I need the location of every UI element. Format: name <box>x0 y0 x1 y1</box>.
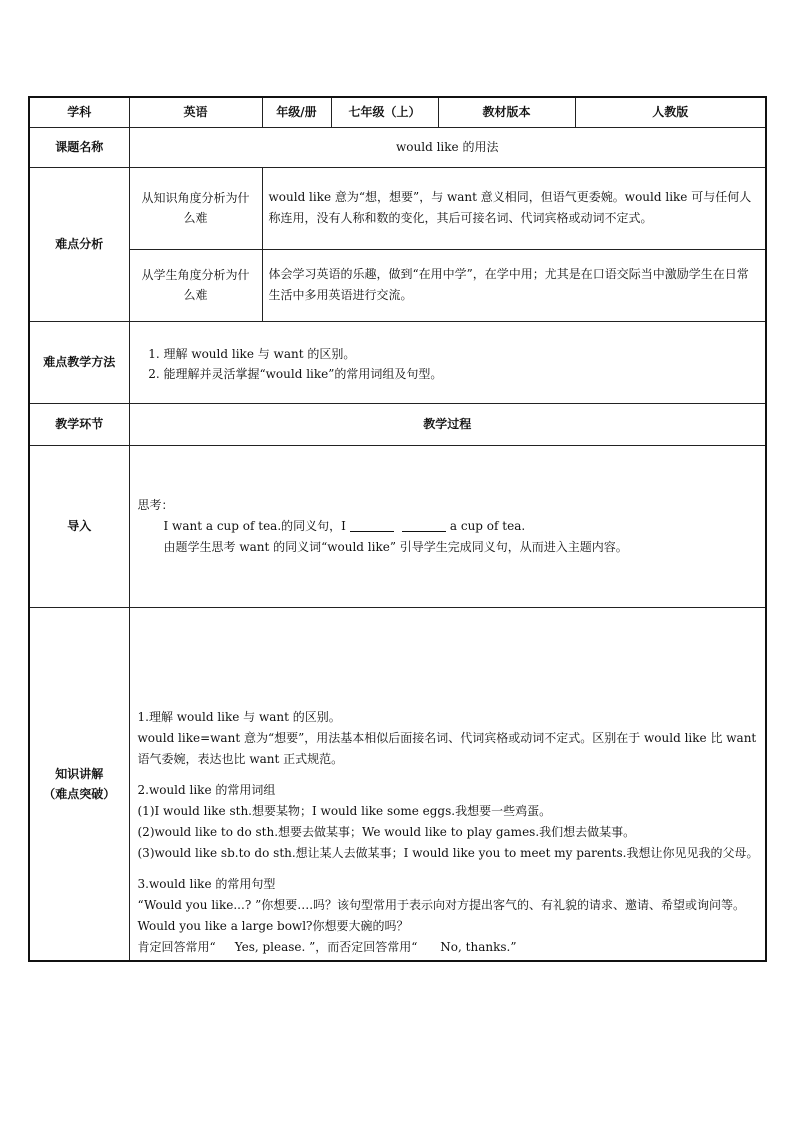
section-3-answer: 肯定回答常用“ Yes, please. ”，而否定回答常用“ No, thanks.” <box>137 940 517 954</box>
method-list <box>136 344 760 384</box>
knowledge-row <box>29 607 766 961</box>
answer-blank-1 <box>350 518 394 532</box>
answer-blank-2 <box>402 518 446 532</box>
knowledge-label-sub: （难点突破） <box>43 786 116 801</box>
intro-sentence-a: I want a cup of tea.的同义句，I <box>163 518 346 533</box>
knowledge-label <box>29 607 129 961</box>
grade-label: 年级/册 <box>262 97 331 127</box>
stage-label: 教学环节 <box>29 403 129 445</box>
method-item: 1. 理解 would like 与 want 的区别。 <box>164 344 760 364</box>
intro-row <box>29 445 766 607</box>
grade-value: 七年级（上） <box>331 97 438 127</box>
section-3-example: Would you like a large bowl?你想要大碗的吗？ <box>137 919 409 933</box>
process-header-row <box>29 403 766 445</box>
knowledge-angle-label: 从知识角度分析为什么难 <box>129 167 262 249</box>
subject-label: 学科 <box>29 97 129 127</box>
phrase-item: (1)I would like sth.想要某物；I would like some eggs.我想要一些鸡蛋。 <box>137 804 552 818</box>
difficulty-student-row <box>29 249 766 321</box>
section-3-title: 3.would like 的常用句型 <box>137 877 276 891</box>
topic-row <box>29 127 766 167</box>
method-row <box>29 321 766 403</box>
info-row <box>29 97 766 127</box>
method-item: 2. 能理解并灵活掌握“would like”的常用词组及句型。 <box>164 364 760 384</box>
method-content <box>129 321 766 403</box>
edition-label: 教材版本 <box>438 97 575 127</box>
lesson-plan-page <box>28 96 765 962</box>
intro-content <box>129 445 766 607</box>
knowledge-content <box>129 607 766 961</box>
topic-value: would like 的用法 <box>129 127 766 167</box>
knowledge-label-main: 知识讲解 <box>55 766 104 781</box>
student-angle-text: 体会学习英语的乐趣，做到“在用中学”，在学中用；尤其是在口语交际当中激励学生在日常生活中多用英语进行交流。 <box>262 249 766 321</box>
phrase-item: (2)would like to do sth.想要去做某事；We would like to play games.我们想去做某事。 <box>137 825 636 839</box>
intro-think: 思考： <box>137 497 174 512</box>
section-2-title: 2.would like 的常用词组 <box>137 783 276 797</box>
student-angle-label: 从学生角度分析为什么难 <box>129 249 262 321</box>
method-label: 难点教学方法 <box>29 321 129 403</box>
section-1-body: would like=want 意为“想要”，用法基本相似后面接名词、代词宾格或动词不定式。区别在于 would like 比 want 语气委婉，表达也比 want 正式规范。 <box>137 731 757 766</box>
section-3-body: “Would you like...? ”你想要….吗？该句型常用于表示向对方提出客气的、有礼貌的请求、邀请、希望或询问等。 <box>137 898 746 912</box>
section-1-title: 1.理解 would like 与 want 的区别。 <box>137 710 341 724</box>
difficulty-knowledge-row <box>29 167 766 249</box>
knowledge-angle-text: would like 意为“想，想要”，与 want 意义相同，但语气更委婉。would like 可与任何人称连用，没有人称和数的变化，其后可接名词、代词宾格或动词不定式。 <box>262 167 766 249</box>
subject-value: 英语 <box>129 97 262 127</box>
intro-label: 导入 <box>29 445 129 607</box>
difficulty-label: 难点分析 <box>29 167 129 321</box>
edition-value: 人教版 <box>575 97 766 127</box>
lesson-plan-table <box>28 96 767 962</box>
topic-label: 课题名称 <box>29 127 129 167</box>
intro-question <box>138 516 760 537</box>
intro-sentence-b: a cup of tea. <box>449 518 526 533</box>
phrase-item: (3)would like sb.to do sth.想让某人去做某事；I would like you to meet my parents.我想让你见见我的父母。 <box>137 846 759 860</box>
process-label: 教学过程 <box>129 403 766 445</box>
intro-guide: 由题学生思考 want 的同义词“would like” 引导学生完成同义句，从而进入主题内容。 <box>163 539 628 554</box>
